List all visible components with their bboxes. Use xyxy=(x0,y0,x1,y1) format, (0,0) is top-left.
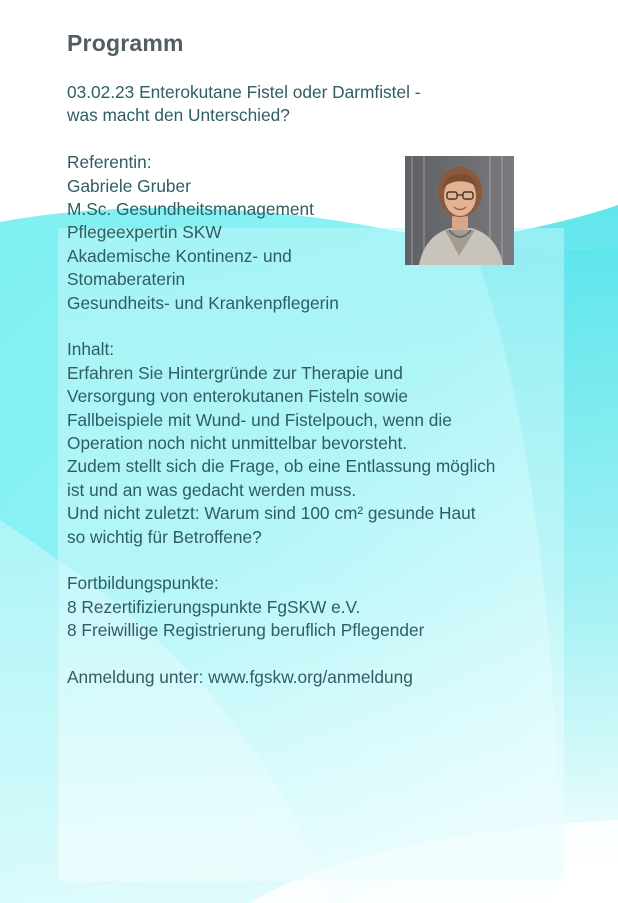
content-line: Fallbeispiele mit Wund- und Fistelpouch, wenn die xyxy=(67,409,452,430)
speaker-line: Gabriele Gruber xyxy=(67,175,191,196)
event-title-line: was macht den Unterschied? xyxy=(67,105,290,126)
content-line: Zudem stellt sich die Frage, ob eine Entlassung möglich xyxy=(67,456,496,477)
speaker-line: M.Sc. Gesundheitsmanagement xyxy=(67,199,314,220)
content-label: Inhalt: xyxy=(67,339,115,360)
content-line: Versorgung von enterokutanen Fisteln sowie xyxy=(67,386,409,407)
event-title-line: 03.02.23 Enterokutane Fistel oder Darmfistel - xyxy=(67,82,421,102)
speaker-label: Referentin: xyxy=(67,152,152,173)
content-line: so wichtig für Betroffene? xyxy=(67,526,262,547)
speaker-line: Gesundheits- und Krankenpflegerin xyxy=(67,292,339,313)
speaker-line: Stomaberaterin xyxy=(67,269,186,290)
content-line: ist und an was gedacht werden muss. xyxy=(67,479,357,500)
speaker-line: Akademische Kontinenz- und xyxy=(67,245,292,266)
event-title xyxy=(67,81,557,128)
content-section xyxy=(67,338,557,549)
points-line: 8 Freiwillige Registrierung beruflich Pflegender xyxy=(67,620,425,641)
content-line: Und nicht zuletzt: Warum sind 100 cm² gesunde Haut xyxy=(67,503,476,524)
speaker-line: Pflegeexpertin SKW xyxy=(67,222,222,243)
points-line: 8 Rezertifizierungspunkte FgSKW e.V. xyxy=(67,596,361,617)
points-section xyxy=(67,572,557,642)
points-label: Fortbildungspunkte: xyxy=(67,573,219,594)
program-content xyxy=(67,30,557,690)
content-line: Operation noch nicht unmittelbar bevorsteht. xyxy=(67,433,408,454)
speaker-photo xyxy=(405,156,514,265)
registration-link[interactable]: Anmeldung unter: www.fgskw.org/anmeldung xyxy=(67,667,413,688)
content-line: Erfahren Sie Hintergründe zur Therapie und xyxy=(67,362,403,383)
page-title: Programm xyxy=(67,30,184,56)
